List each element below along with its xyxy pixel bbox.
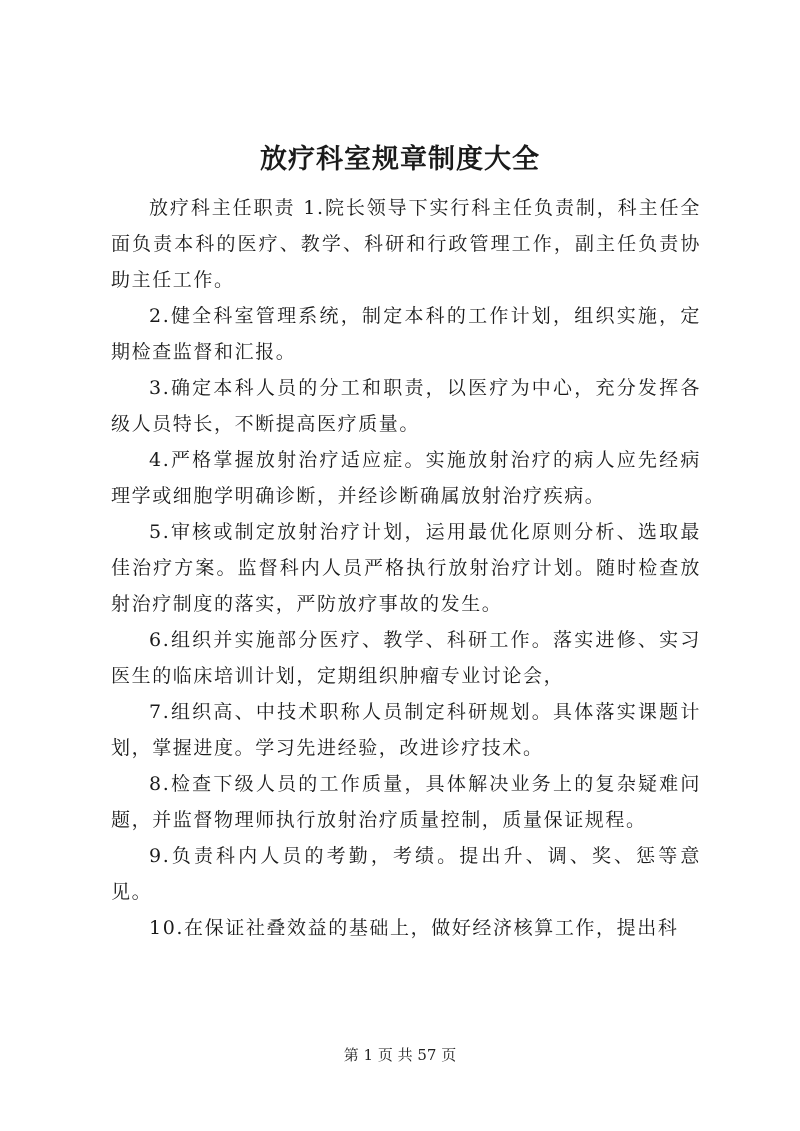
paragraph: 放疗科主任职责 1.院长领导下实行科主任负责制，科主任全面负责本科的医疗、教学、科研和行政管理工作，副主任负责协助主任工作。 [111,197,701,291]
paragraph: 5.审核或制定放射治疗计划，运用最优化原则分析、选取最佳治疗方案。监督科内人员严格执行放射治疗计划。随时检查放射治疗制度的落实，严防放疗事故的发生。 [111,521,701,615]
page-number-footer: 第 1 页 共 57 页 [343,1046,457,1064]
paragraph: 6.组织并实施部分医疗、教学、科研工作。落实进修、实习医生的临床培训计划，定期组织肿瘤专业讨论会， [111,629,701,687]
paragraph: 10.在保证社叠效益的基础上，做好经济核算工作，提出科 [149,917,679,939]
paragraph: 2.健全科室管理系统，制定本科的工作计划，组织实施，定期检查监督和汇报。 [111,305,701,363]
document-title: 放疗科室规章制度大全 [260,144,540,175]
paragraph: 4.严格掌握放射治疗适应症。实施放射治疗的病人应先经病理学或细胞学明确诊断，并经诊断确属放射治疗疾病。 [111,449,701,507]
paragraph: 7.组织高、中技术职称人员制定科研规划。具体落实课题计划，掌握进度。学习先进经验，改进诊疗技术。 [111,701,701,759]
paragraph: 8.检查下级人员的工作质量，具体解决业务上的复杂疑难问题，并监督物理师执行放射治疗质量控制，质量保证规程。 [111,773,701,831]
paragraph: 3.确定本科人员的分工和职责，以医疗为中心，充分发挥各级人员特长，不断提高医疗质量。 [111,377,701,435]
document-body [111,190,701,946]
paragraph: 9.负责科内人员的考勤，考绩。提出升、调、奖、惩等意见。 [111,845,701,903]
